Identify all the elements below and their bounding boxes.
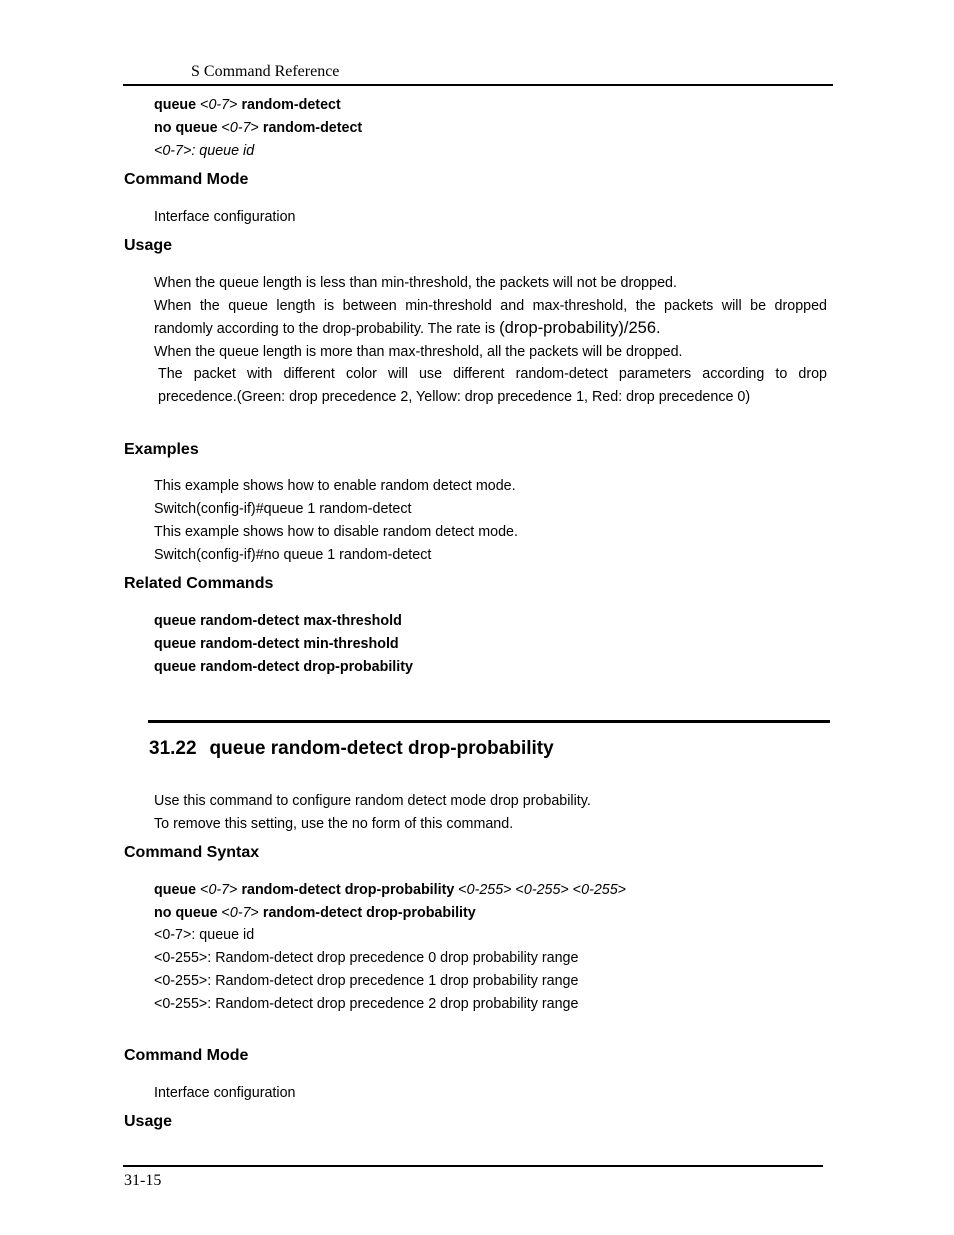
example-line: Switch(config-if)#queue 1 random-detect bbox=[154, 501, 412, 517]
command-mode-heading: Command Mode bbox=[124, 171, 249, 188]
param-description: <0-255>: Random-detect drop precedence 0 drop probability range bbox=[154, 950, 579, 966]
example-line: This example shows how to disable random detect mode. bbox=[154, 524, 518, 540]
usage-line: precedence.(Green: drop precedence 2, Yellow: drop precedence 1, Red: drop precedence 0) bbox=[158, 389, 751, 405]
usage-line: randomly according to the drop-probability. The rate is (drop-probability)/256. bbox=[154, 319, 661, 337]
param-description: <0-7>: queue id bbox=[154, 143, 255, 159]
intro-line: To remove this setting, use the no form of this command. bbox=[154, 816, 514, 832]
usage-heading: Usage bbox=[124, 1113, 173, 1130]
intro-line: Use this command to configure random detect mode drop probability. bbox=[154, 793, 591, 809]
section-name: queue random-detect drop-probability bbox=[209, 738, 554, 759]
syntax-line: queue <0-7> random-detect bbox=[154, 97, 341, 113]
related-command: queue random-detect min-threshold bbox=[154, 636, 399, 652]
syntax-line: no queue <0-7> random-detect drop-probability bbox=[154, 905, 476, 921]
command-mode-text: Interface configuration bbox=[154, 209, 296, 225]
example-line: Switch(config-if)#no queue 1 random-detect bbox=[154, 547, 432, 563]
usage-line: When the queue length is more than max-threshold, all the packets will be dropped. bbox=[154, 344, 683, 360]
syntax-line: no queue <0-7> random-detect bbox=[154, 120, 363, 136]
param-description: <0-255>: Random-detect drop precedence 2 drop probability range bbox=[154, 996, 579, 1012]
syntax-line: queue <0-7> random-detect drop-probability <0-255> <0-255> <0-255> bbox=[154, 882, 627, 898]
param-description: <0-255>: Random-detect drop precedence 1 drop probability range bbox=[154, 973, 579, 989]
usage-heading: Usage bbox=[124, 237, 173, 254]
header-rule bbox=[123, 84, 833, 86]
examples-heading: Examples bbox=[124, 441, 199, 458]
usage-line: When the queue length is between min-threshold and max-threshold, the packets will be dropped bbox=[154, 298, 827, 314]
running-header: S Command Reference bbox=[191, 63, 340, 80]
command-mode-text: Interface configuration bbox=[154, 1085, 296, 1101]
usage-line: When the queue length is less than min-threshold, the packets will not be dropped. bbox=[154, 275, 677, 291]
page-number: 31-15 bbox=[124, 1172, 162, 1189]
command-syntax-heading: Command Syntax bbox=[124, 844, 260, 861]
usage-line: The packet with different color will use different random-detect parameters according to drop bbox=[158, 366, 827, 382]
related-command: queue random-detect drop-probability bbox=[154, 659, 413, 675]
related-command: queue random-detect max-threshold bbox=[154, 613, 402, 629]
related-commands-heading: Related Commands bbox=[124, 575, 274, 592]
example-line: This example shows how to enable random detect mode. bbox=[154, 478, 516, 494]
section-rule bbox=[148, 720, 830, 723]
section-title bbox=[149, 738, 554, 760]
section-number: 31.22 bbox=[149, 738, 197, 759]
param-description: <0-7>: queue id bbox=[154, 927, 255, 943]
footer-rule bbox=[123, 1165, 823, 1167]
command-mode-heading: Command Mode bbox=[124, 1047, 249, 1064]
